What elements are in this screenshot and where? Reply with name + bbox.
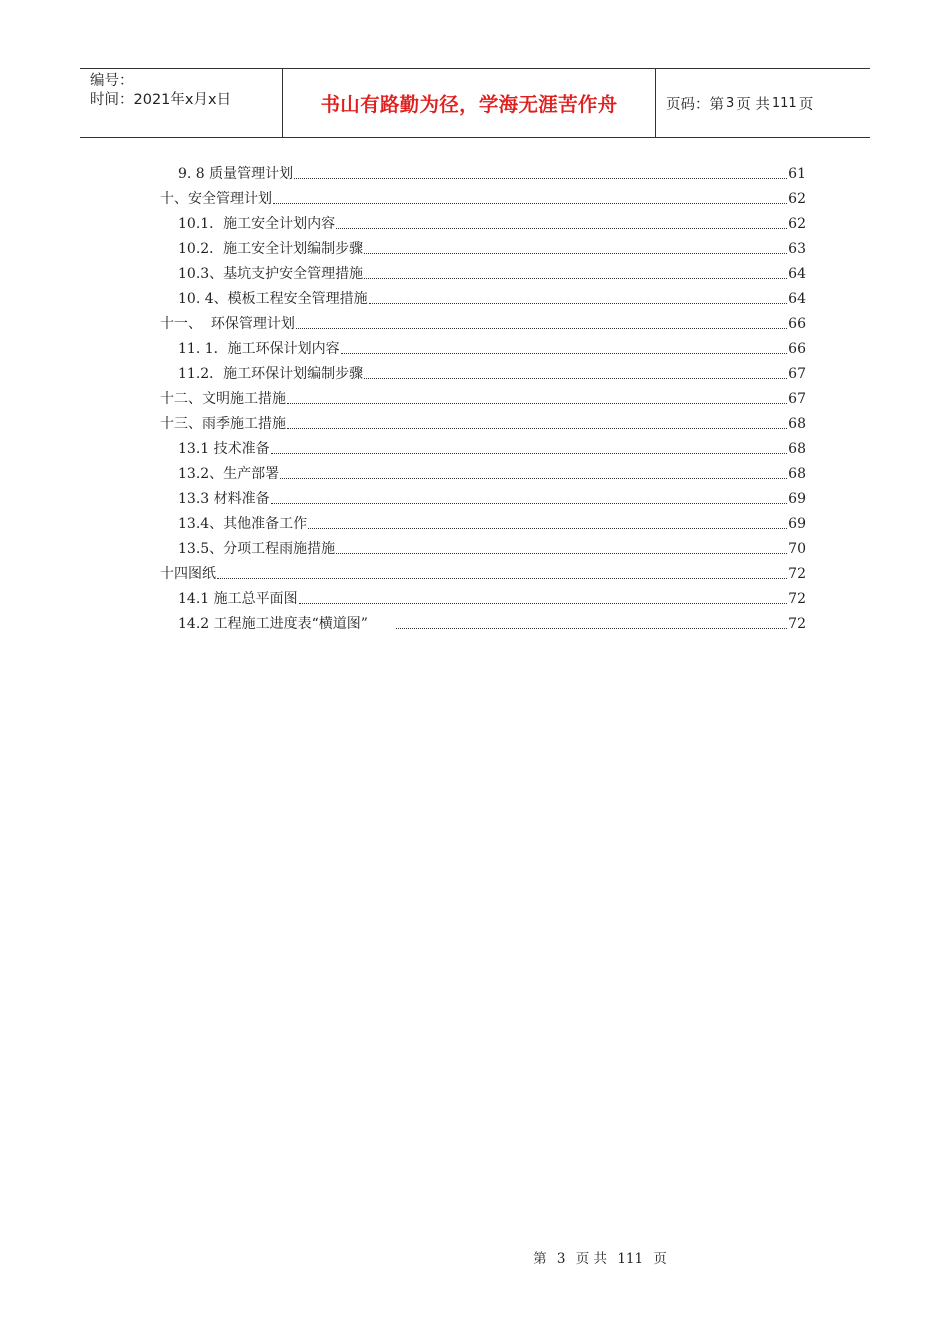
- toc-entry[interactable]: [160, 584, 806, 609]
- toc-entry-title: 10.2．施工安全计划编制步骤: [178, 241, 364, 257]
- toc-dot-leader: [396, 628, 788, 629]
- toc-entry-page: 68: [788, 441, 806, 457]
- time-label: 时间：2021年x月x日: [90, 92, 232, 108]
- toc-entry-title: 9. 8 质量管理计划: [178, 166, 294, 182]
- toc-entry[interactable]: [160, 234, 806, 259]
- header-motto-cell: [282, 69, 656, 137]
- toc-entry[interactable]: [160, 334, 806, 359]
- toc-dot-leader: [287, 403, 787, 404]
- toc-entry[interactable]: [160, 484, 806, 509]
- toc-entry[interactable]: [160, 159, 806, 184]
- page-current: 3: [726, 95, 735, 111]
- page-suffix: 页: [798, 96, 814, 113]
- toc-entry[interactable]: [160, 184, 806, 209]
- toc-entry-page: 69: [788, 516, 806, 532]
- toc-entry-page: 68: [788, 466, 806, 482]
- toc-entry-page: 66: [788, 316, 806, 332]
- toc-entry-page: 70: [788, 541, 806, 557]
- toc-dot-leader: [369, 303, 788, 304]
- toc-entry-title: 13.2、生产部署: [178, 466, 280, 482]
- toc-dot-leader: [271, 453, 788, 454]
- toc-dot-leader: [217, 578, 787, 579]
- toc-entry-title: 14.1 施工总平面图: [178, 591, 298, 607]
- header-page-info: [656, 69, 870, 137]
- toc-dot-leader: [294, 178, 787, 179]
- toc-entry-title: 10.3、基坑支护安全管理措施: [178, 266, 364, 282]
- toc-dot-leader: [299, 603, 788, 604]
- toc-dot-leader: [296, 328, 787, 329]
- toc-entry[interactable]: [160, 434, 806, 459]
- toc-dot-leader: [287, 428, 787, 429]
- toc-entry-title: 13.1 技术准备: [178, 441, 270, 457]
- toc-entry[interactable]: [160, 359, 806, 384]
- toc-entry-page: 72: [788, 616, 806, 632]
- toc-entry-title: 十、安全管理计划: [160, 191, 272, 207]
- number-label: 编号：: [90, 73, 134, 89]
- header-info: [80, 69, 282, 137]
- toc-entry-title: 14.2 工程施工进度表“横道图”: [178, 616, 395, 632]
- toc-dot-leader: [364, 378, 787, 379]
- toc-entry[interactable]: [160, 559, 806, 584]
- toc-entry[interactable]: [160, 609, 806, 634]
- toc-dot-leader: [364, 278, 787, 279]
- toc-entry[interactable]: [160, 409, 806, 434]
- toc-entry-page: 72: [788, 566, 806, 582]
- footer-mid: 页 共: [575, 1251, 608, 1267]
- toc-entry-page: 61: [788, 166, 806, 182]
- toc-entry-title: 10. 4、模板工程安全管理措施: [178, 291, 368, 307]
- toc-dot-leader: [273, 203, 787, 204]
- toc-entry-page: 63: [788, 241, 806, 257]
- motto: 书山有路勤为径，学海无涯苦作舟: [320, 93, 618, 116]
- toc-entry[interactable]: [160, 509, 806, 534]
- toc-entry[interactable]: [160, 384, 806, 409]
- toc-entry-page: 69: [788, 491, 806, 507]
- toc-entry-page: 62: [788, 216, 806, 232]
- toc-entry[interactable]: [160, 259, 806, 284]
- toc-entry[interactable]: [160, 534, 806, 559]
- page-mid: 页 共: [736, 96, 770, 113]
- toc-entry-title: 11.2．施工环保计划编制步骤: [178, 366, 364, 382]
- toc-entry-title: 11. 1．施工环保计划内容: [178, 341, 340, 357]
- toc-entry-title: 13.3 材料准备: [178, 491, 270, 507]
- footer-suffix: 页: [653, 1251, 667, 1267]
- toc-dot-leader: [280, 478, 787, 479]
- page-footer: [0, 1247, 950, 1267]
- toc-entry-page: 66: [788, 341, 806, 357]
- footer-total: 111: [617, 1251, 644, 1267]
- toc-dot-leader: [336, 553, 787, 554]
- table-of-contents: [160, 159, 806, 634]
- toc-entry-title: 13.4、其他准备工作: [178, 516, 308, 532]
- toc-entry-title: 十四图纸: [160, 566, 216, 582]
- toc-dot-leader: [308, 528, 787, 529]
- toc-entry-title: 十三、雨季施工措施: [160, 416, 286, 432]
- page-prefix: 页码：第: [666, 96, 724, 113]
- toc-entry[interactable]: [160, 209, 806, 234]
- toc-dot-leader: [271, 503, 788, 504]
- toc-entry-page: 67: [788, 391, 806, 407]
- page-header: [80, 68, 870, 138]
- toc-dot-leader: [341, 353, 788, 354]
- toc-entry-page: 68: [788, 416, 806, 432]
- toc-entry-page: 72: [788, 591, 806, 607]
- footer-current: 3: [556, 1251, 566, 1267]
- page-total: 111: [771, 95, 797, 111]
- toc-dot-leader: [364, 253, 787, 254]
- toc-entry[interactable]: [160, 459, 806, 484]
- toc-entry-page: 67: [788, 366, 806, 382]
- toc-dot-leader: [336, 228, 787, 229]
- toc-entry-page: 64: [788, 291, 806, 307]
- toc-entry-title: 13.5、分项工程雨施措施: [178, 541, 336, 557]
- footer-prefix: 第: [533, 1251, 547, 1267]
- toc-entry-title: 十二、文明施工措施: [160, 391, 286, 407]
- toc-entry-page: 62: [788, 191, 806, 207]
- toc-entry-title: 10.1．施工安全计划内容: [178, 216, 336, 232]
- toc-entry[interactable]: [160, 284, 806, 309]
- toc-entry-page: 64: [788, 266, 806, 282]
- toc-entry[interactable]: [160, 309, 806, 334]
- toc-entry-title: 十一、 环保管理计划: [160, 316, 295, 332]
